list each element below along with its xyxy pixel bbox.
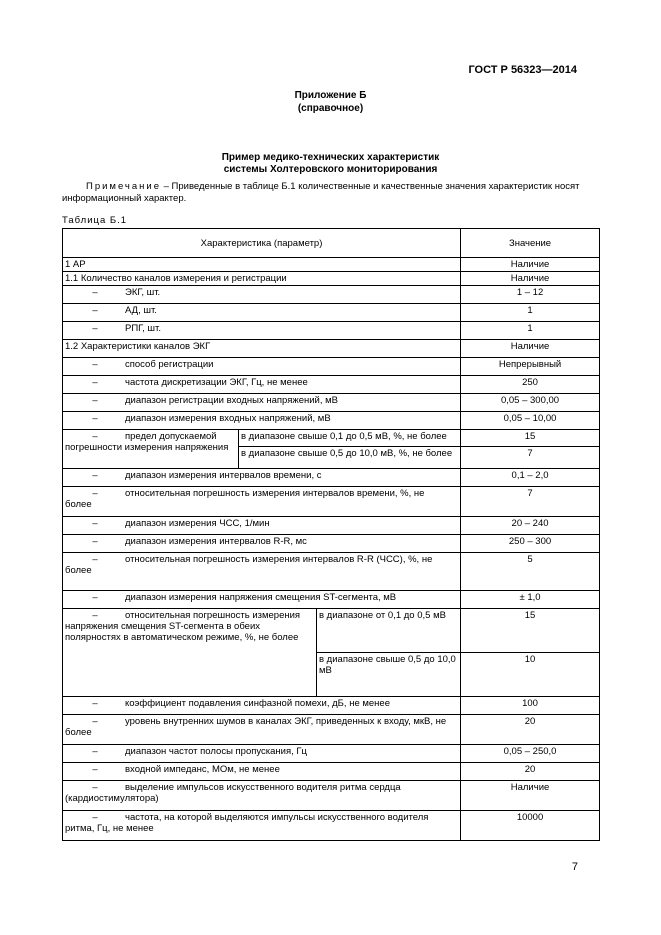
row-value: 0,05 – 300,00 — [461, 394, 600, 412]
row-text: способ регистрации — [125, 359, 214, 370]
dash: – — [92, 488, 98, 499]
dash: – — [92, 764, 98, 775]
table-row — [63, 376, 600, 394]
row-text-continued: (кардиостимулятора) — [65, 793, 159, 804]
table-row — [63, 763, 600, 781]
row-text: коэффициент подавления синфазной помехи, дБ, не менее — [125, 698, 390, 709]
row-value: 10 — [461, 653, 600, 697]
row-value: 1 — [461, 322, 600, 340]
row-value: 100 — [461, 697, 600, 715]
row-label — [63, 487, 461, 517]
dash: – — [92, 716, 98, 727]
row-label — [63, 811, 461, 841]
dash: – — [92, 812, 98, 823]
annex-heading — [0, 89, 661, 115]
table-row — [63, 258, 600, 272]
row-label — [63, 745, 461, 763]
row-label — [63, 535, 461, 553]
dash: – — [92, 518, 98, 529]
row-text: РПГ, шт. — [125, 323, 161, 334]
dash: – — [92, 431, 98, 442]
row-value: 250 — [461, 376, 600, 394]
row-label — [63, 715, 461, 745]
dash: – — [92, 305, 98, 316]
table-row — [63, 304, 600, 322]
row-text: диапазон измерения ЧСС, 1/мин — [125, 518, 270, 529]
table-row — [63, 358, 600, 376]
row-text-continued: напряжения смещения ST-сегмента в обеих полярностях в автоматическом режиме, %, не более — [65, 621, 299, 643]
dash: – — [92, 592, 98, 603]
row-text-continued: более — [65, 499, 92, 510]
table-row — [63, 517, 600, 535]
title-line-2: системы Холтеровского мониторирования — [223, 164, 438, 175]
dash: – — [92, 554, 98, 565]
row-value: ± 1,0 — [461, 591, 600, 609]
row-label: 1 АР — [63, 258, 461, 272]
row-label — [63, 412, 461, 430]
row-text-continued: погрешности измерения напряжения — [65, 442, 229, 453]
table-row — [63, 469, 600, 487]
row-label — [63, 304, 461, 322]
row-value: 250 – 300 — [461, 535, 600, 553]
subrange-label: в диапазоне свыше 0,5 до 10,0 мВ — [317, 653, 461, 697]
row-text: входной импеданс, МОм, не менее — [125, 764, 280, 775]
dash: – — [92, 323, 98, 334]
dash: – — [92, 782, 98, 793]
page-number: 7 — [571, 861, 578, 873]
row-value: 20 — [461, 763, 600, 781]
dash: – — [92, 610, 98, 621]
row-text: диапазон регистрации входных напряжений, мВ — [125, 395, 338, 406]
dash: – — [92, 470, 98, 481]
table-row — [63, 394, 600, 412]
row-value: 15 — [461, 430, 600, 447]
dash: – — [92, 377, 98, 388]
table-row — [63, 745, 600, 763]
row-value: Непрерывный — [461, 358, 600, 376]
spec-table — [62, 228, 600, 841]
dash: – — [92, 287, 98, 298]
table-row — [63, 591, 600, 609]
row-text-continued: ритма, Гц, не менее — [65, 823, 154, 834]
row-label — [63, 376, 461, 394]
row-label — [63, 286, 461, 304]
row-text: ЭКГ, шт. — [125, 287, 161, 298]
row-text: диапазон измерения интервалов времени, с — [125, 470, 322, 481]
row-value: Наличие — [461, 340, 600, 358]
row-value: Наличие — [461, 258, 600, 272]
note-text: – Приведенные в таблице Б.1 количественные и качественные значения характеристик носят информационный характер. — [62, 181, 580, 204]
row-label — [63, 394, 461, 412]
table-row — [63, 781, 600, 811]
row-value: 7 — [461, 447, 600, 469]
page-title — [0, 152, 661, 176]
dash: – — [92, 413, 98, 424]
row-label — [63, 517, 461, 535]
table-row — [63, 715, 600, 745]
row-text: диапазон измерения интервалов R-R, мс — [125, 536, 307, 547]
header-characteristic: Характеристика (параметр) — [63, 229, 461, 258]
table-row — [63, 286, 600, 304]
dash: – — [92, 746, 98, 757]
row-value: 0,05 – 10,00 — [461, 412, 600, 430]
table-row — [63, 535, 600, 553]
table-row — [63, 609, 600, 653]
row-text: частота, на которой выделяются импульсы искусственного водителя — [125, 812, 429, 823]
row-value: 5 — [461, 553, 600, 591]
row-text: уровень внутренних шумов в каналах ЭКГ, приведенных к входу, мкВ, не — [125, 716, 447, 727]
row-label — [63, 469, 461, 487]
row-text: относительная погрешность измерения — [125, 610, 301, 621]
annex-title: Приложение Б — [294, 90, 367, 101]
table-header-row — [63, 229, 600, 258]
row-text-continued: более — [65, 727, 92, 738]
table-caption: Таблица Б.1 — [62, 215, 128, 226]
row-text-continued: более — [65, 565, 92, 576]
row-value: 0,05 – 250,0 — [461, 745, 600, 763]
subrange-label: в диапазоне от 0,1 до 0,5 мВ — [317, 609, 461, 653]
table-row — [63, 430, 600, 447]
dash: – — [92, 698, 98, 709]
annex-type: (справочное) — [297, 103, 364, 114]
table-row — [63, 322, 600, 340]
table-row — [63, 412, 600, 430]
header-value: Значение — [461, 229, 600, 258]
row-value: 7 — [461, 487, 600, 517]
row-text: АД, шт. — [125, 305, 157, 316]
row-text: относительная погрешность измерения интервалов R-R (ЧСС), %, не — [125, 554, 433, 565]
table-row — [63, 487, 600, 517]
row-text: диапазон измерения входных напряжений, мВ — [125, 413, 331, 424]
row-label — [63, 358, 461, 376]
row-label — [63, 591, 461, 609]
row-label: 1.2 Характеристики каналов ЭКГ — [63, 340, 461, 358]
row-label — [63, 697, 461, 715]
row-value: 10000 — [461, 811, 600, 841]
row-value: Наличие — [461, 272, 600, 286]
row-label — [63, 553, 461, 591]
dash: – — [92, 536, 98, 547]
row-text: частота дискретизации ЭКГ, Гц, не менее — [125, 377, 308, 388]
row-label — [63, 781, 461, 811]
row-value: 20 — [461, 715, 600, 745]
subrange-label: в диапазоне свыше 0,5 до 10,0 мВ, %, не более — [239, 447, 461, 469]
row-value: 1 — [461, 304, 600, 322]
table-row — [63, 811, 600, 841]
row-label: 1.1 Количество каналов измерения и регистрации — [63, 272, 461, 286]
row-label — [63, 763, 461, 781]
dash: – — [92, 359, 98, 370]
row-text: диапазон измерения напряжения смещения ST-сегмента, мВ — [125, 592, 397, 603]
row-label — [63, 430, 239, 469]
table-row — [63, 697, 600, 715]
row-text: выделение импульсов искусственного водителя ритма сердца — [125, 782, 401, 793]
row-value: 15 — [461, 609, 600, 653]
note-paragraph — [62, 181, 597, 205]
title-line-1: Пример медико-технических характеристик — [221, 152, 440, 163]
row-text: диапазон частот полосы пропускания, Гц — [125, 746, 307, 757]
row-label — [63, 322, 461, 340]
row-value: 0,1 – 2,0 — [461, 469, 600, 487]
row-text: предел допускаемой — [125, 431, 217, 442]
row-label — [63, 609, 317, 697]
table-row — [63, 272, 600, 286]
table-row — [63, 340, 600, 358]
subrange-label: в диапазоне свыше 0,1 до 0,5 мВ, %, не более — [239, 430, 461, 447]
note-label: Примечание — [86, 181, 161, 192]
row-text: относительная погрешность измерения интервалов времени, %, не — [125, 488, 425, 499]
row-value: 20 – 240 — [461, 517, 600, 535]
standard-number: ГОСТ Р 56323—2014 — [468, 64, 577, 76]
dash: – — [92, 395, 98, 406]
row-value: Наличие — [461, 781, 600, 811]
row-value: 1 – 12 — [461, 286, 600, 304]
table-row — [63, 553, 600, 591]
